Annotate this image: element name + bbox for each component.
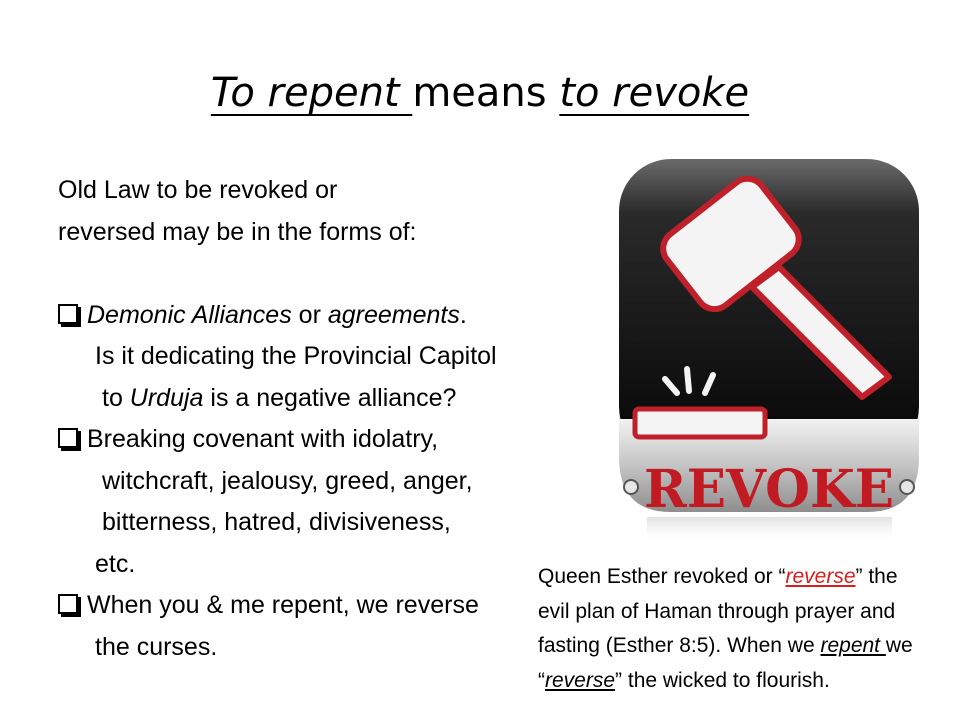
checkbox-bullet-icon <box>58 594 78 614</box>
caption-line-4: “reverse” the wicked to flourish. <box>538 668 830 692</box>
title-repent: To repent <box>210 70 413 116</box>
caption-line-2: evil plan of Haman through prayer and <box>538 599 896 623</box>
bullet-2: Breaking covenant with idolatry, <box>58 419 558 461</box>
checkbox-bullet-icon <box>58 428 78 448</box>
intro-line-1: Old Law to be revoked or <box>58 176 338 204</box>
slide-title <box>0 70 960 116</box>
checkbox-bullet-icon <box>58 304 78 324</box>
sound-block <box>635 409 765 437</box>
title-revoke: to revoke <box>559 70 750 116</box>
caption-line-3: fasting (Esther 8:5). When we repent we <box>538 634 913 657</box>
bullet-2-line-3: bitterness, hatred, divisiveness, <box>102 508 451 536</box>
intro-line-2: reversed may be in the forms of: <box>58 217 417 246</box>
bullet-1-line-3: to Urduja is a negative alliance? <box>102 383 457 412</box>
bullet-3: When you & me repent, we reverse <box>58 585 558 627</box>
left-text-block <box>58 170 558 668</box>
bullet-3-line-2: the curses. <box>95 632 218 661</box>
caption-line-1: Queen Esther revoked or “reverse” the <box>538 565 898 588</box>
revoke-label: REVOKE <box>644 459 894 520</box>
bullet-2-line-2: witchcraft, jealousy, greed, anger, <box>102 466 473 495</box>
bullet-2-line-4: etc. <box>95 549 136 578</box>
title-means: means <box>412 70 560 116</box>
caption-block <box>538 560 958 698</box>
spacer <box>58 253 558 295</box>
bullet-1: Demonic Alliances or agreements. <box>58 295 558 337</box>
gavel-icon <box>617 157 922 545</box>
bullet-1-line-2: Is it dedicating the Provincial Capitol <box>95 342 497 370</box>
